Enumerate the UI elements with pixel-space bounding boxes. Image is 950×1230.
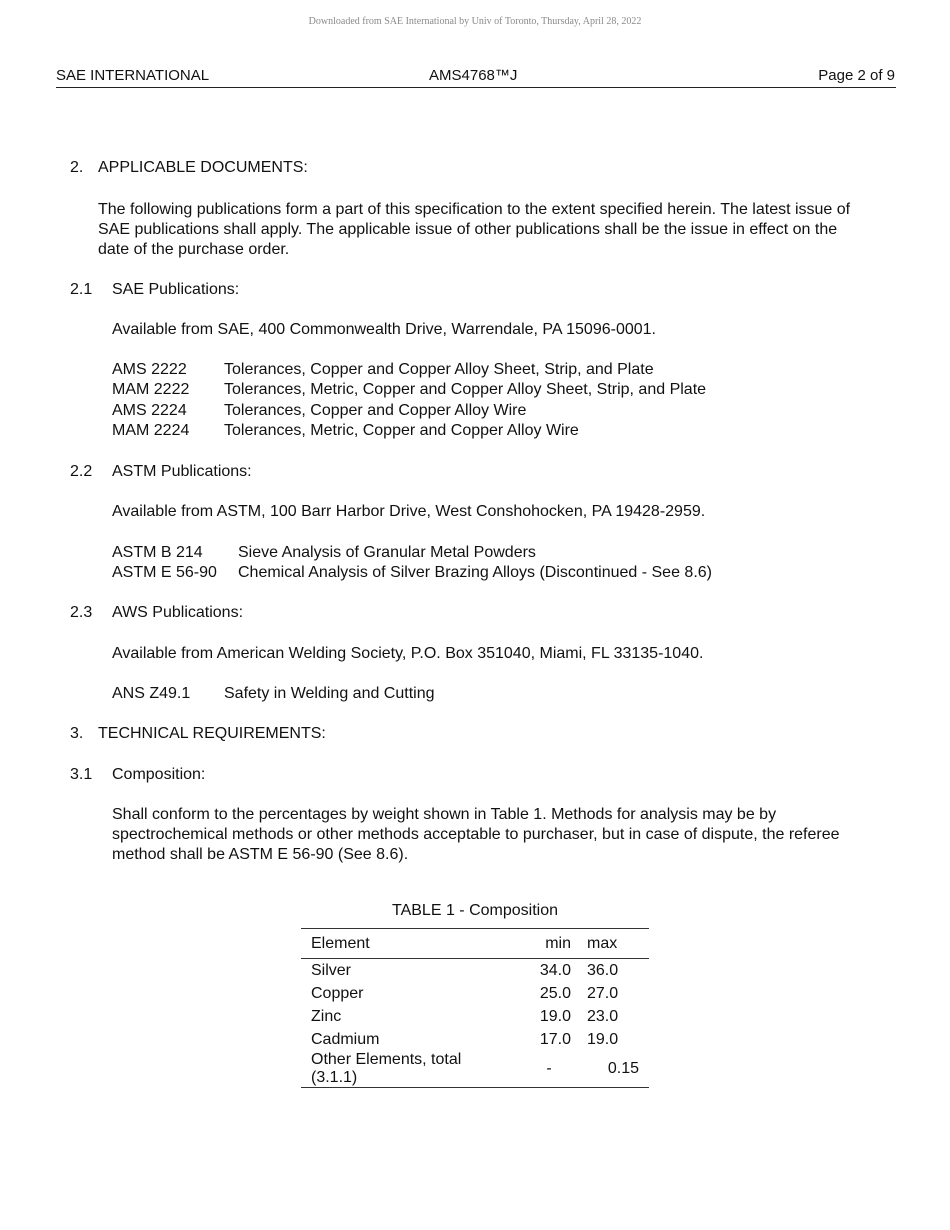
table-row (301, 982, 649, 1005)
section-2-number: 2. (70, 159, 84, 176)
section-2-intro: The following publications form a part of this specification to the extent specified herein. The latest issue of SAE publications shall apply. The applicable issue of other publications shall be the issue in effect on the date of the purchase order. (98, 201, 851, 258)
section-2-2-number: 2.2 (70, 463, 93, 480)
cell-element: Other Elements, total (3.1.1) (301, 1051, 511, 1088)
cell-max: 23.0 (587, 1007, 619, 1025)
cell-max: 19.0 (587, 1030, 619, 1048)
section-2-3-availability: Available from American Welding Society, P.O. Box 351040, Miami, FL 33135-1040. (112, 645, 704, 662)
reference-item (112, 380, 706, 400)
table-row (301, 1028, 649, 1051)
section-2-1-number: 2.1 (70, 281, 93, 298)
reference-code: AMS 2224 (112, 401, 187, 419)
table-row (301, 1005, 649, 1028)
reference-title: Tolerances, Metric, Copper and Copper Alloy Wire (224, 421, 579, 439)
reference-item (112, 421, 706, 441)
reference-code: MAM 2222 (112, 381, 190, 399)
reference-title: Tolerances, Copper and Copper Alloy Sheet, Strip, and Plate (224, 361, 654, 378)
reference-code: ANS Z49.1 (112, 685, 191, 702)
sae-reference-list (112, 360, 706, 441)
section-3-1-text: Shall conform to the percentages by weight shown in Table 1. Methods for analysis may be by spectrochemical methods or other methods acceptable to purchaser, but in case of dispute, the referee method shall be ASTM E 56-90 (See 8.6). (112, 806, 840, 863)
section-2-3-title: AWS Publications: (112, 604, 244, 621)
cell-max: 36.0 (587, 961, 619, 979)
header-rule (56, 87, 896, 88)
column-header-element: Element (301, 929, 511, 959)
reference-code: ASTM B 214 (112, 544, 203, 561)
cell-min: 34.0 (539, 961, 571, 979)
reference-item (112, 360, 706, 380)
table-row (301, 1051, 649, 1088)
section-3-title: TECHNICAL REQUIREMENTS: (98, 725, 326, 742)
column-header-max: max (587, 929, 649, 959)
cell-min: 25.0 (539, 984, 571, 1002)
aws-reference-list (112, 684, 435, 704)
cell-max: 27.0 (587, 984, 619, 1002)
reference-title: Sieve Analysis of Granular Metal Powders (238, 544, 536, 561)
section-2-1-title: SAE Publications: (112, 281, 240, 298)
reference-code: AMS 2222 (112, 361, 187, 378)
cell-min: 19.0 (539, 1007, 571, 1025)
reference-code: ASTM E 56-90 (112, 564, 217, 582)
cell-max: 0.15 (587, 1051, 649, 1088)
column-header-min: min (511, 929, 587, 959)
reference-item (112, 563, 712, 583)
cell-element: Silver (311, 961, 352, 979)
reference-item (112, 543, 712, 563)
reference-title: Chemical Analysis of Silver Brazing Alloys (Discontinued - See 8.6) (238, 564, 712, 582)
header-page-number: Page 2 of 9 (818, 67, 895, 84)
cell-element: Cadmium (311, 1030, 380, 1048)
section-2-2-availability: Available from ASTM, 100 Barr Harbor Drive, West Conshohocken, PA 19428-2959. (112, 503, 706, 520)
cell-min: 17.0 (539, 1030, 571, 1048)
cell-element: Zinc (311, 1007, 342, 1025)
reference-code: MAM 2224 (112, 421, 190, 439)
section-3-number: 3. (70, 725, 84, 742)
astm-reference-list (112, 543, 712, 584)
reference-item (112, 401, 706, 421)
reference-title: Tolerances, Copper and Copper Alloy Wire (224, 401, 527, 419)
table-row (301, 959, 649, 983)
download-notice: Downloaded from SAE International by Univ of Toronto, Thursday, April 28, 2022 (308, 16, 642, 27)
header-org: SAE INTERNATIONAL (56, 67, 210, 84)
reference-title: Safety in Welding and Cutting (224, 685, 435, 702)
section-2-3-number: 2.3 (70, 604, 93, 621)
section-2-title: APPLICABLE DOCUMENTS: (98, 159, 308, 176)
cell-min: - (511, 1051, 587, 1088)
composition-table (301, 928, 649, 1088)
cell-element: Copper (311, 984, 364, 1002)
section-3-1-number: 3.1 (70, 766, 93, 783)
header-doc-number: AMS4768™J (429, 67, 518, 84)
reference-item (112, 684, 435, 704)
section-3-1-title: Composition: (112, 766, 206, 783)
reference-title: Tolerances, Metric, Copper and Copper Alloy Sheet, Strip, and Plate (224, 381, 707, 399)
section-2-1-availability: Available from SAE, 400 Commonwealth Drive, Warrendale, PA 15096-0001. (112, 321, 656, 338)
table-1-caption: TABLE 1 - Composition (392, 902, 558, 919)
section-2-2-title: ASTM Publications: (112, 463, 252, 480)
table-header-row (301, 929, 649, 959)
